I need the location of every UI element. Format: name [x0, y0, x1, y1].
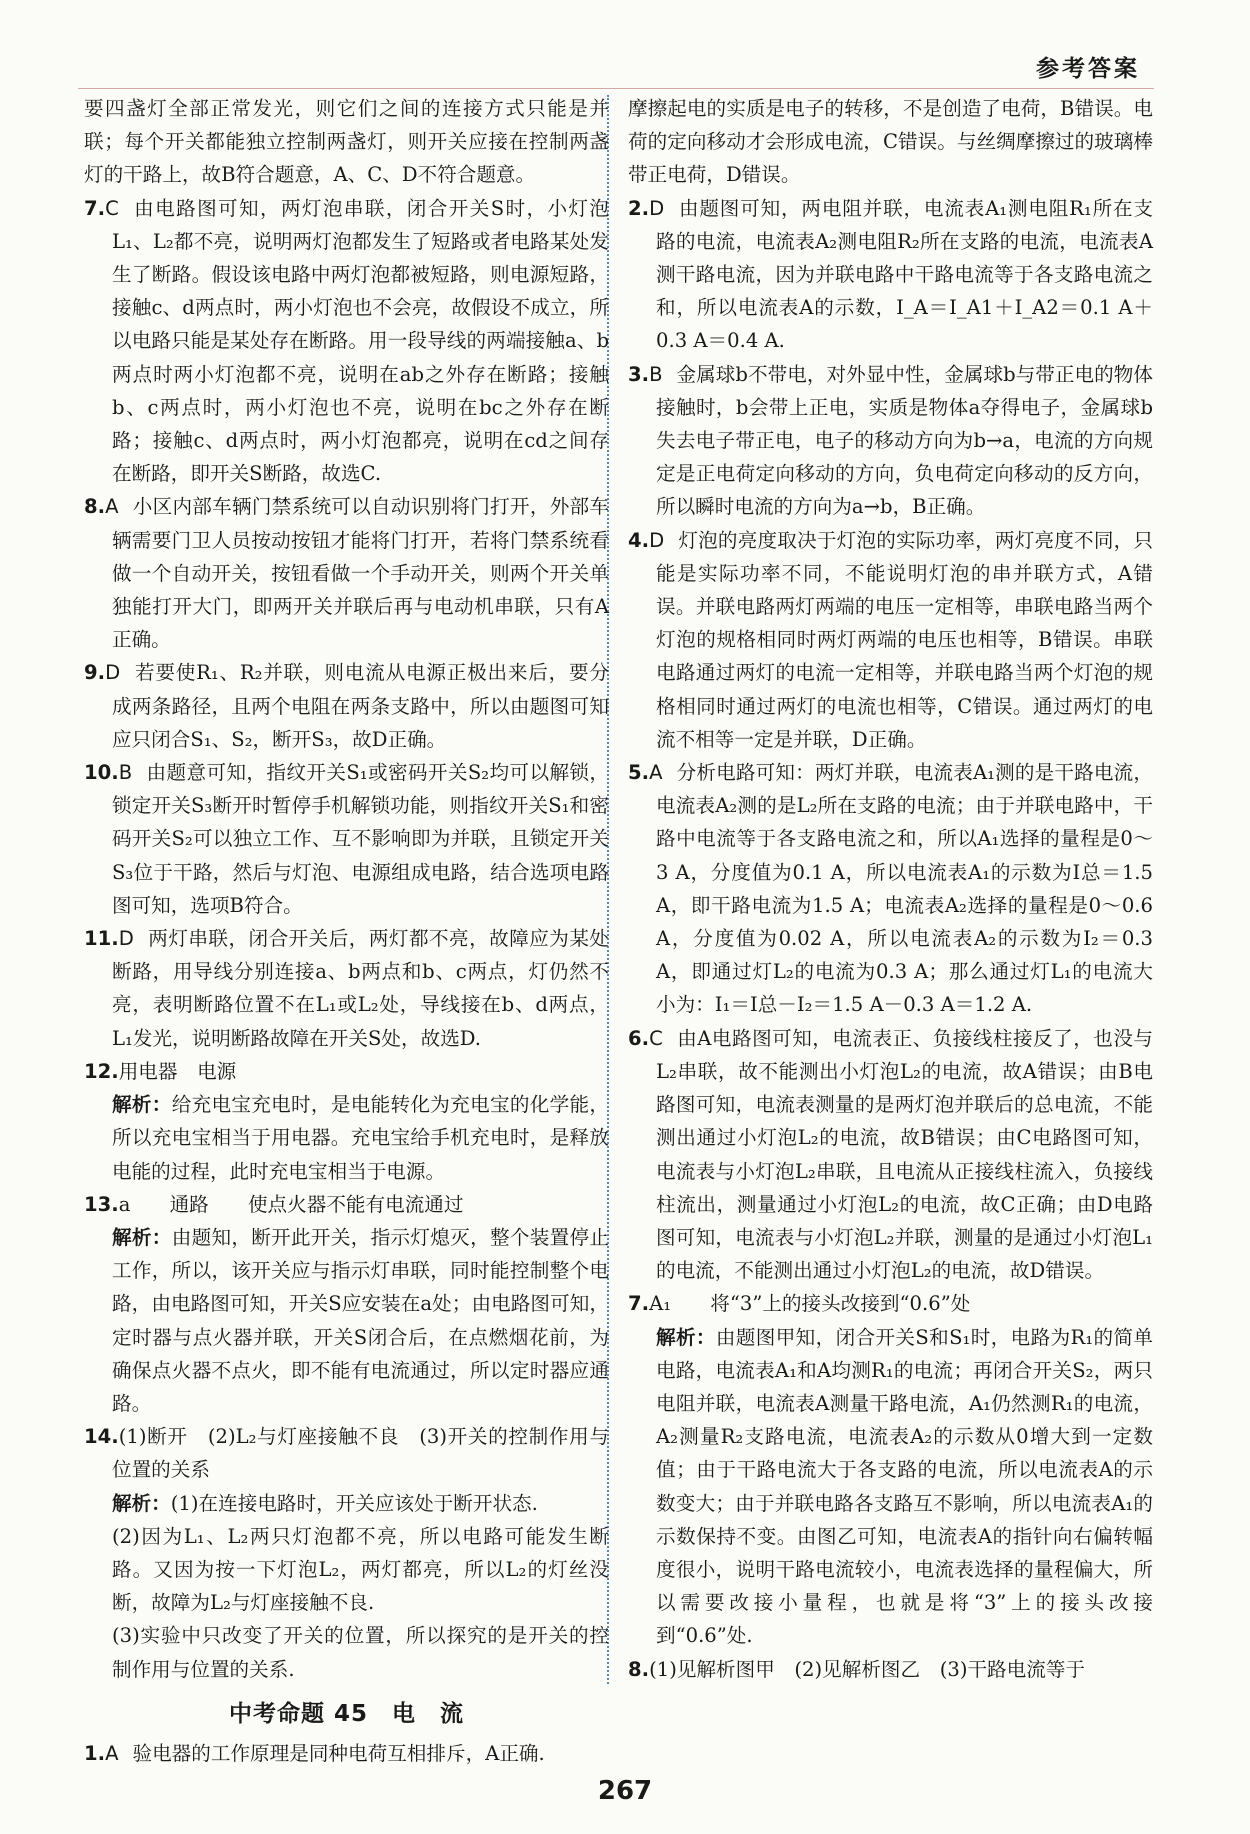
answer-item-8-right: 8.(1)见解析图甲 (2)见解析图乙 (3)干路电流等于: [628, 1657, 1086, 1681]
answer-item-9: 9.D 若要使R₁、R₂并联，则电流从电源正极出来后，要分成两条路径，且两个电阻在两条支路中，所以由题图可知应只闭合S₁、S₂，断开S₃，故D正确。: [84, 661, 609, 751]
answer-item-1: 1.A 验电器的工作原理是同种电荷互相排斥，A正确.: [84, 1741, 545, 1765]
answer-item-14: 14.(1)断开 (2)L₂与灯座接触不良 (3)开关的控制作用与位置的关系: [84, 1425, 609, 1482]
analysis-7: 解析：由题图甲知，闭合开关S和S₁时，电路为R₁的简单电路，电流表A₁和A均测R₁的电流；再闭合开关S₂，两只电阻并联，电流表A测量干路电流，A₁仍然测R₁的电流，A₂测量R₂支路电流，电流表A₂的示数从0增大到一定数值；由于干路电流大于各支路的电流，所以电流表A的示数变大；由于并联电路各支路互不影响，所以电流表A₁的示数保持不变。由图乙可知，电流表A的指针向右偏转幅度很小，说明干路电流较小，电流表选择的量程偏大，所以需要改接小量程，也就是将“3”上的接头改接到“0.6”处.: [656, 1325, 1153, 1648]
analysis-13: 解析：由题知，断开此开关，指示灯熄灭，整个装置停止工作，所以，该开关应与指示灯串联，同时能控制整个电路，由电路图可知，开关S应安装在a处；由电路图可知，定时器与点火器并联，开关S闭合后，在点燃烟花前，为确保点火器不点火，即不能有电流通过，所以定时器应通路。: [112, 1225, 610, 1415]
answer-item-8: 8.A 小区内部车辆门禁系统可以自动识别将门打开，外部车辆需要门卫人员按动按钮才能将门打开，若将门禁系统看做一个自动开关，按钮看做一个手动开关，则两个开关单独能打开大门，即两开关并联后再与电动机串联，只有A正确。: [84, 495, 609, 652]
answer-item-4: 4.D 灯泡的亮度取决于灯泡的实际功率，两灯亮度不同，只能是实际功率不同，不能说明灯泡的串并联方式，A错误。并联电路两灯两端的电压一定相等，串联电路当两个灯泡的规格相同时两灯两端的电压也相等，B错误。串联电路通过两灯的电流一定相等，并联电路当两个灯泡的规格相同时通过两灯的电流也相等，C错误。通过两灯的电流不相等一定是并联，D正确。: [628, 528, 1153, 751]
page-header-title: 参考答案: [1036, 56, 1140, 82]
answer-item-12: 12.用电器 电源: [84, 1059, 237, 1083]
answer-item-7: 7.C 由电路图可知，两灯泡串联，闭合开关S时，小灯泡L₁、L₂都不亮，说明两灯泡都发生了短路或者电路某处发生了断路。假设该电路中两灯泡都被短路，则电源短路，接触c、d两点时，两小灯泡也不会亮，故假设不成立，所以电路只能是某处存在断路。用一段导线的两端接触a、b两点时两小灯泡都不亮，说明在ab之外存在断路；接触b、c两点时，两小灯泡也不亮，说明在bc之外存在断路；接触c、d两点时，两小灯泡都亮，说明在cd之间存在断路，即开关S断路，故选C.: [84, 196, 609, 486]
answer-item-2: 2.D 由题图可知，两电阻并联，电流表A₁测电阻R₁所在支路的电流，电流表A₂测电阻R₂所在支路的电流，电流表A测干路电流，因为并联电路中干路电流等于各支路电流之和，所以电流表A的示数，I_A＝I_A1＋I_A2＝0.1 A＋0.3 A＝0.4 A.: [628, 196, 1153, 353]
analysis-14: 解析：(1)在连接电路时，开关应该处于断开状态.: [112, 1491, 538, 1515]
answer-item-13: 13.a 通路 使点火器不能有电流通过: [84, 1192, 464, 1216]
answer-item-7-right: 7.A₁ 将“3”上的接头改接到“0.6”处: [628, 1292, 971, 1316]
answer-item-11: 11.D 两灯串联，闭合开关后，两灯都不亮，故障应为某处断路，用导线分别连接a、b两点和b、c两点，灯仍然不亮，表明断路位置不在L₁或L₂处，导线接在b、d两点，L₁发光，说明断路故障在开关S处，故选D.: [84, 927, 609, 1050]
section-title: 中考命题 45 电 流: [228, 1700, 464, 1727]
page-number: 267: [597, 1776, 653, 1806]
header-rule: [78, 88, 1154, 89]
answer-item-6: 6.C 由A电路图可知，电流表正、负接线柱接反了，也没与L₂串联，故不能测出小灯泡L₂的电流，故A错误；由B电路图可知，电流表测量的是两灯泡并联后的总电流，不能测出通过小灯泡L₂的电流，故B错误；由C电路图可知，电流表与小灯泡L₂串联，且电流从正接线柱流入，负接线柱流出，测量通过小灯泡L₂的电流，故C正确；由D电路图可知，电流表与小灯泡L₂并联，测量的是通过小灯泡L₁的电流，不能测出通过小灯泡L₂的电流，故D错误。: [628, 1026, 1153, 1283]
analysis-12: 解析：给充电宝充电时，是电能转化为充电宝的化学能，所以充电宝相当于用电器。充电宝给手机充电时，是释放电能的过程，此时充电宝相当于电源。: [112, 1093, 610, 1183]
right-intro: 摩擦起电的实质是电子的转移，不是创造了电荷，B错误。电荷的定向移动才会形成电流，C错误。与丝绸摩擦过的玻璃棒带正电荷，D错误。: [628, 97, 1153, 187]
answer-item-10: 10.B 由题意可知，指纹开关S₁或密码开关S₂均可以解锁，锁定开关S₃断开时暂停手机解锁功能，则指纹开关S₁和密码开关S₂可以独立工作、互不影响即为并联，且锁定开关S₃位于干路，然后与灯泡、电源组成电路，结合选项电路图可知，选项B符合。: [84, 761, 609, 917]
analysis-14-part-2: (2)因为L₁、L₂两只灯泡都不亮，所以电路可能发生断路。又因为按一下灯泡L₂，两灯都亮，所以L₂的灯丝没断，故障为L₂与灯座接触不良.: [112, 1524, 609, 1615]
left-column: [84, 92, 609, 1770]
left-intro: 要四盏灯全部正常发光，则它们之间的连接方式只能是并联；每个开关都能独立控制两盏灯，则开关应接在控制两盏灯的干路上，故B符合题意，A、C、D不符合题意。: [84, 97, 609, 187]
analysis-14-part-3: (3)实验中只改变了开关的位置，所以探究的是开关的控制作用与位置的关系.: [112, 1624, 609, 1681]
answer-item-3: 3.B 金属球b不带电，对外显中性，金属球b与带正电的物体接触时，b会带上正电，实质是物体a夺得电子，金属球b失去电子带正电，电子的移动方向为b→a，电流的方向规定是正电荷定向移动的方向，负电荷定向移动的反方向，所以瞬时电流的方向为a→b，B正确。: [628, 362, 1153, 519]
right-column: [628, 92, 1153, 1686]
answer-item-5: 5.A 分析电路可知：两灯并联，电流表A₁测的是干路电流，电流表A₂测的是L₂所在支路的电流；由于并联电路中，干路中电流等于各支路电流之和，所以A₁选择的量程是0～3 A，分度值为0.1 A，所以电流表A₁的示数为I总＝1.5 A，即干路电流为1.5 A；电流表A₂选择的量程是0～0.6 A，分度值为0.02 A，所以电流表A₂的示数为I₂＝0.3 A，即通过灯L₂的电流为0.3 A；那么通过灯L₁的电流大小为：I₁＝I总－I₂＝1.5 A－0.3 A＝1.2 A.: [628, 761, 1153, 1017]
